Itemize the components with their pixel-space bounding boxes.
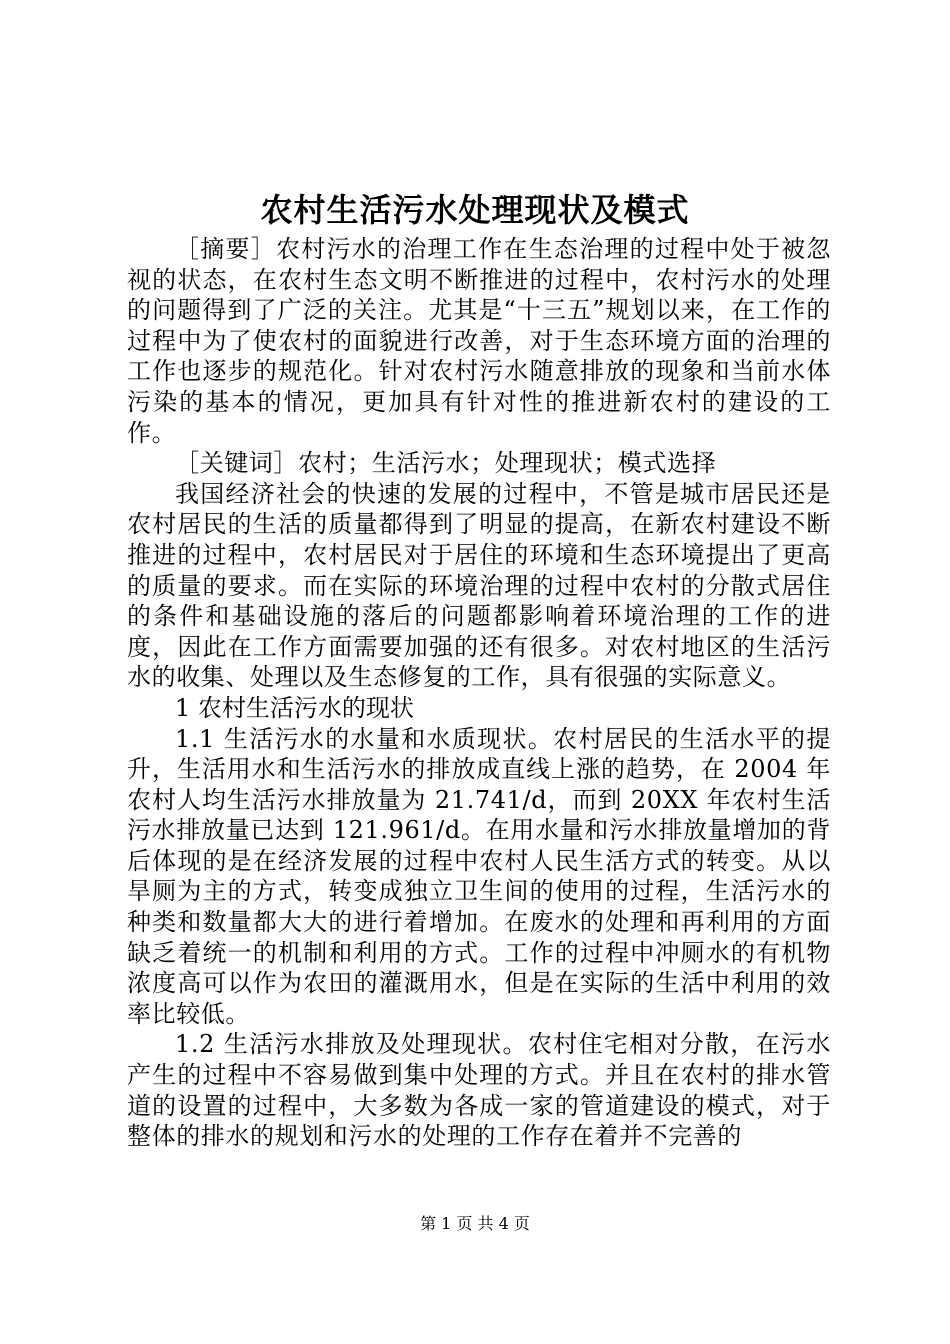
keywords-paragraph: ［关键词］农村；生活污水；处理现状；模式选择 <box>175 449 717 478</box>
section-1-1-paragraph: 1.1 生活污水的水量和水质现状。农村居民的生活水平的提升，生活用水和生活污水的排放成直线上涨的趋势，在 2004 年农村人均生活污水排放量为 21.741/d，而到 20XX 年农村生活污水排放量已达到 121.961/d。在用水量和污水排放量增加的背后体现的是在经济发展的过程中农村人民生活方式的转变。从以旱厕为主的方式，转变成独立卫生间的使用的过程，生活污水的种类和数量都大大的进行着增加。在废水的处理和再利用的方面缺乏着统一的机制和利用的方式。工作的过程中冲厕水的有机物浓度高可以作为农田的灌溉用水，但是在实际的生活中利用的效率比较低。 <box>127 724 831 1028</box>
intro-paragraph: 我国经济社会的快速的发展的过程中，不管是城市居民还是农村居民的生活的质量都得到了明显的提高，在新农村建设不断推进的过程中，农村居民对于居住的环境和生态环境提出了更高的质量的要求。而在实际的环境治理的过程中农村的分散式居住的条件和基础设施的落后的问题都影响着环境治理的工作的进度，因此在工作方面需要加强的还有很多。对农村地区的生活污水的收集、处理以及生态修复的工作，具有很强的实际意义。 <box>127 479 831 692</box>
section-1-2-paragraph: 1.2 生活污水排放及处理现状。农村住宅相对分散，在污水产生的过程中不容易做到集中处理的方式。并且在农村的排水管道的设置的过程中，大多数为各成一家的管道建设的模式，对于整体的排水的规划和污水的处理的工作存在着并不完善的 <box>127 1030 831 1151</box>
document-title: 农村生活污水处理现状及模式 <box>260 191 690 229</box>
abstract-paragraph: ［摘要］农村污水的治理工作在生态治理的过程中处于被忽视的状态，在农村生态文明不断推进的过程中，农村污水的处理的问题得到了广泛的关注。尤其是“十三五”规划以来，在工作的过程中为了使农村的面貌进行改善，对于生态环境方面的治理的工作也逐步的规范化。针对农村污水随意排放的现象和当前水体污染的基本的情况，更加具有针对性的推进新农村的建设的工作。 <box>127 235 831 447</box>
page-footer: 第 1 页 共 4 页 <box>420 1214 530 1233</box>
document-body <box>127 234 831 1152</box>
section-heading: 1 农村生活污水的现状 <box>175 693 414 722</box>
